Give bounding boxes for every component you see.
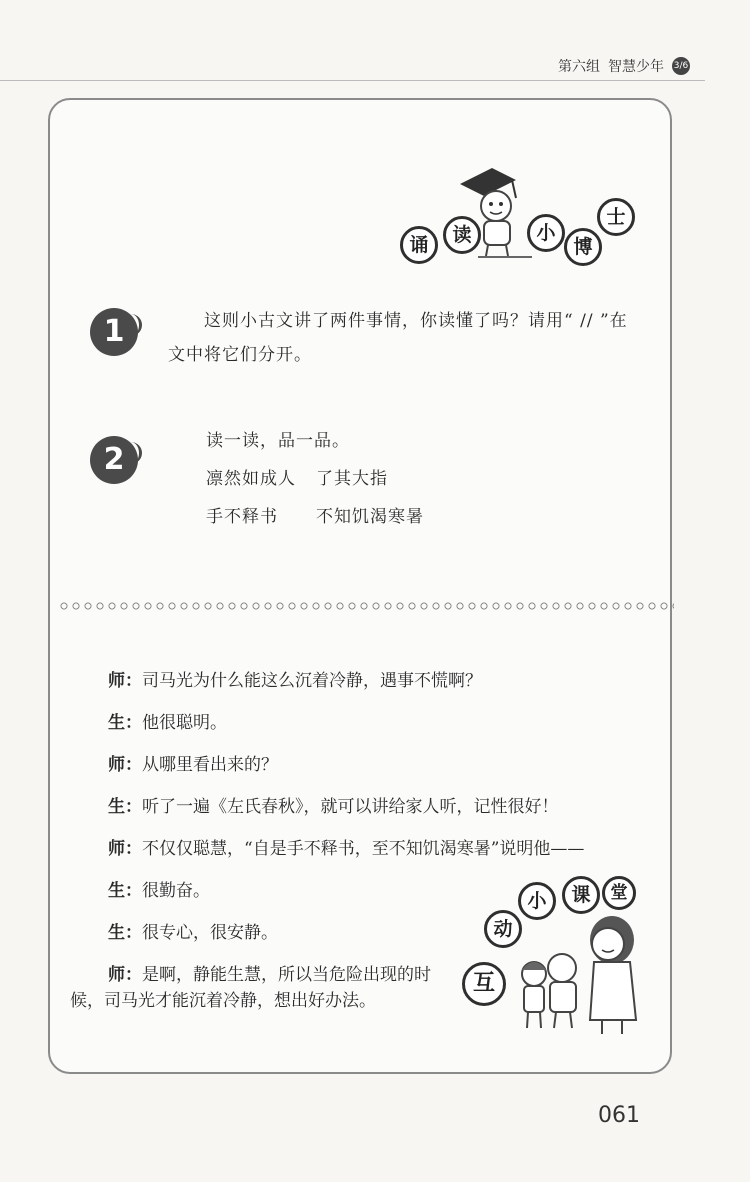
- speaker: 生：: [108, 881, 142, 901]
- badge-char: 动: [484, 910, 522, 948]
- dialogue-line: [108, 660, 648, 702]
- utterance: 不仅仅聪慧，“自是手不释书，至不知饥渴寒暑”说明他——: [142, 839, 585, 859]
- header-title: 智慧少年: [608, 59, 664, 75]
- badge-char: 小: [518, 882, 556, 920]
- dialogue-line: [108, 828, 648, 870]
- utterance: 听了一遍《左氏春秋》，就可以讲给家人听，记性很好！: [142, 797, 559, 817]
- speaker: 师：: [108, 839, 142, 859]
- badge-char: 博: [564, 228, 602, 266]
- badge-char: 课: [562, 876, 600, 914]
- phrase: 凛然如成人: [206, 469, 296, 489]
- header-mark: 3/6: [672, 57, 690, 75]
- question-1-line1: 这则小古文讲了两件事情，你读懂了吗？请用“ // ”在: [204, 311, 628, 331]
- utterance: 是啊，静能生慧，所以当危险出现的时: [142, 965, 431, 985]
- speaker: 师：: [108, 671, 142, 691]
- phrase: 手不释书: [206, 507, 278, 527]
- speaker: 生：: [108, 923, 142, 943]
- dialogue-line: [108, 702, 648, 744]
- speaker: 生：: [108, 797, 142, 817]
- badge-char: 互: [462, 962, 506, 1006]
- phrase: 不知饥渴寒暑: [316, 507, 424, 527]
- question-1-line2: 文中将它们分开。: [168, 345, 312, 365]
- dotted-divider: [58, 600, 674, 612]
- utterance: 从哪里看出来的？: [142, 755, 278, 775]
- teacher-children-illustration: [512, 910, 652, 1040]
- utterance: 司马光为什么能这么沉着冷静，遇事不慌啊？: [142, 671, 482, 691]
- speaker: 生：: [108, 713, 142, 733]
- header-group: 第六组: [558, 59, 600, 75]
- dialogue-continuation: 候，司马光才能沉着冷静，想出好办法。: [70, 991, 376, 1011]
- badge-char: 堂: [602, 876, 636, 910]
- badge-char: 诵: [400, 226, 438, 264]
- speaker: 师：: [108, 965, 142, 985]
- question-2-text: [206, 422, 424, 536]
- badge-char: 读: [443, 216, 481, 254]
- question-number-1: 1: [90, 308, 138, 356]
- utterance: 他很聪明。: [142, 713, 227, 733]
- scholar-illustration: [452, 158, 542, 262]
- page-number: 061: [598, 1103, 640, 1128]
- phrase-row-1: [206, 460, 424, 498]
- badge-char: 小: [527, 214, 565, 252]
- speaker: 师：: [108, 755, 142, 775]
- utterance: 很专心，很安静。: [142, 923, 278, 943]
- phrase-row-2: [206, 498, 424, 536]
- dialogue-line: [108, 744, 648, 786]
- dialogue-line: [108, 786, 648, 828]
- phrase: 了其大指: [316, 469, 388, 489]
- badge-char: 士: [597, 198, 635, 236]
- question-2-prompt: 读一读，品一品。: [206, 431, 350, 451]
- utterance: 很勤奋。: [142, 881, 210, 901]
- question-number-2: 2: [90, 436, 138, 484]
- question-1-text: [168, 304, 628, 372]
- page-header: [558, 56, 690, 76]
- header-rule: [0, 80, 705, 81]
